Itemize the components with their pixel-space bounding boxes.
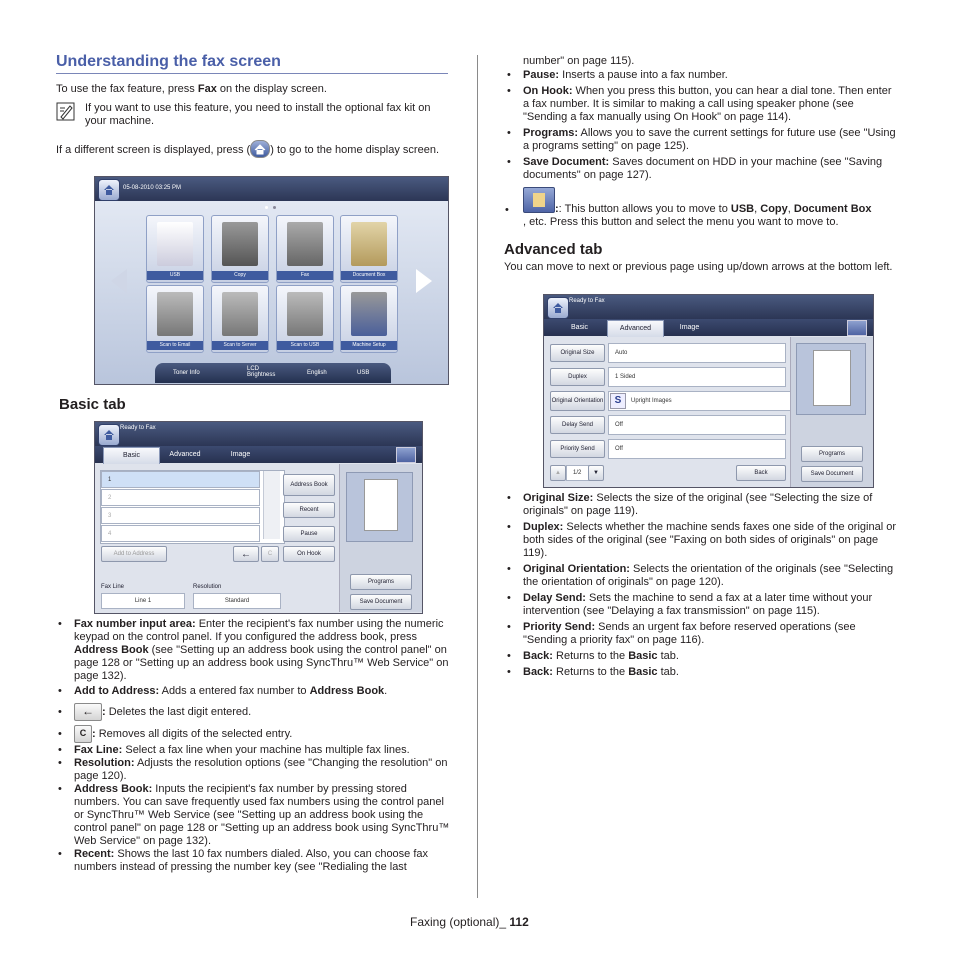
home-hint-text: If a different screen is displayed, press ( ) to go to the home display screen. bbox=[56, 141, 448, 159]
page-indicator: 1/2 bbox=[566, 465, 592, 481]
title-rule bbox=[56, 73, 448, 74]
preview-panel bbox=[346, 472, 413, 542]
save-document-button[interactable]: Save Document bbox=[350, 594, 412, 610]
tab-basic[interactable]: Basic bbox=[570, 324, 589, 331]
page-down-button[interactable]: ▼ bbox=[588, 465, 604, 481]
original-orientation-value: Upright Images bbox=[608, 391, 802, 411]
fax-number-row[interactable]: 3 bbox=[101, 507, 260, 524]
priority-send-button[interactable]: Priority Send bbox=[550, 440, 605, 458]
delay-send-value: Off bbox=[608, 415, 786, 435]
list-item: • Fax Line: Select a fax line when your machine has multiple fax lines. bbox=[56, 744, 450, 757]
back-button[interactable]: Back bbox=[736, 465, 786, 481]
pause-button[interactable]: Pause bbox=[283, 526, 335, 542]
scrollbar[interactable] bbox=[263, 471, 280, 539]
advanced-intro: You can move to next or previous page using up/down arrows at the bottom left. bbox=[504, 261, 893, 273]
column-divider bbox=[477, 55, 478, 898]
page-title: Understanding the fax screen bbox=[56, 53, 281, 70]
home-button[interactable] bbox=[98, 179, 120, 201]
duplex-button[interactable]: Duplex bbox=[550, 368, 605, 386]
usb-status[interactable]: USB bbox=[357, 370, 370, 376]
save-document-button[interactable]: Save Document bbox=[801, 466, 863, 482]
list-item: • Delay Send: Sets the machine to send a fax at a later time without your intervention (see "Delaying a fax transmission" on page 115). bbox=[505, 592, 897, 618]
preview-panel bbox=[796, 343, 866, 415]
advanced-tab-bullets bbox=[505, 492, 897, 679]
page-footer: Faxing (optional)_ 112 bbox=[410, 915, 529, 929]
prev-arrow[interactable] bbox=[111, 269, 127, 293]
tile-fax[interactable]: Fax bbox=[276, 215, 334, 283]
add-to-address-button[interactable]: Add to Address bbox=[101, 546, 167, 562]
tile-copy[interactable]: Copy bbox=[211, 215, 269, 283]
datetime: 05-08-2010 03:25 PM bbox=[123, 185, 182, 191]
original-orientation-button[interactable]: Original Orientation bbox=[550, 391, 605, 411]
tab-basic[interactable]: Basic bbox=[103, 447, 160, 464]
fax-line-selector[interactable]: Line 1 bbox=[101, 593, 185, 609]
status-text: Ready to Fax bbox=[569, 298, 605, 304]
list-item: • C : Removes all digits of the selected entry. bbox=[56, 724, 450, 744]
note-text: If you want to use this feature, you need to install the optional fax kit on your machine. bbox=[85, 102, 431, 127]
home-icon bbox=[250, 140, 270, 158]
toner-info[interactable]: Toner Info bbox=[173, 370, 200, 376]
list-item: • ← : Deletes the last digit entered. bbox=[56, 702, 450, 722]
home-button[interactable] bbox=[547, 297, 569, 319]
tile-scan-to-usb[interactable]: Scan to USB bbox=[276, 285, 334, 353]
list-item: • Original Size: Selects the size of the original (see "Selecting the size of originals" on page 119). bbox=[505, 492, 897, 518]
address-book-button[interactable]: Address Book bbox=[283, 474, 335, 496]
move-menu-icon[interactable] bbox=[396, 447, 416, 463]
move-menu-text: :: This button allows you to move to USB, Copy, Document Box bbox=[555, 203, 872, 215]
intro-text: To use the fax feature, press Fax on the display screen. bbox=[56, 83, 327, 95]
list-item: • Pause: Inserts a pause into a fax number. bbox=[505, 69, 897, 82]
original-size-button[interactable]: Original Size bbox=[550, 344, 605, 362]
backspace-button[interactable]: ← bbox=[233, 546, 259, 562]
list-item: • Resolution: Adjusts the resolution options (see "Changing the resolution" on page 120). bbox=[56, 757, 450, 783]
priority-send-value: Off bbox=[608, 439, 786, 459]
list-item: • Add to Address: Adds a entered fax number to Address Book. bbox=[56, 685, 450, 698]
tab-advanced[interactable]: Advanced bbox=[607, 320, 664, 337]
resolution-label: Resolution bbox=[193, 584, 222, 590]
basic-tab-bullets-cont bbox=[505, 69, 897, 182]
tile-usb[interactable]: USB bbox=[146, 215, 204, 283]
tile-scan-to-email[interactable]: Scan to Email bbox=[146, 285, 204, 353]
tab-advanced[interactable]: Advanced bbox=[169, 451, 201, 458]
basic-tab-bullets bbox=[56, 618, 450, 874]
advanced-tab-heading: Advanced tab bbox=[504, 241, 603, 258]
tile-document-box[interactable]: Document Box bbox=[340, 215, 398, 283]
status-text: Ready to Fax bbox=[120, 425, 156, 431]
basic-tab-heading: Basic tab bbox=[59, 396, 126, 413]
fax-line-label: Fax Line bbox=[101, 584, 125, 590]
fax-number-row[interactable]: 2 bbox=[101, 489, 260, 506]
delay-send-button[interactable]: Delay Send bbox=[550, 416, 605, 434]
resolution-selector[interactable]: Standard bbox=[193, 593, 281, 609]
clear-icon: C bbox=[74, 725, 92, 743]
on-hook-button[interactable]: On Hook bbox=[283, 546, 335, 562]
list-item: • Save Document: Saves document on HDD in your machine (see "Saving documents" on page 127). bbox=[505, 156, 897, 182]
orientation-icon: S bbox=[610, 393, 626, 409]
continued-text: number" on page 115). bbox=[523, 55, 635, 67]
list-item: • Recent: Shows the last 10 fax numbers dialed. Also, you can choose fax numbers instead of pressing the number key (see "Redialing the last bbox=[56, 848, 450, 874]
lcd-brightness[interactable]: LCD Brightness bbox=[247, 366, 276, 378]
list-item: • On Hook: When you press this button, you can hear a dial tone. Then enter a fax number. It is similar to making a call using speaker phone (see "Sending a fax manually using On Hook" on page 114). bbox=[505, 85, 897, 124]
fax-number-row[interactable]: 4 bbox=[101, 525, 260, 542]
move-menu-text-cont: , etc. Press this button and select the menu you want to move to. bbox=[523, 216, 839, 228]
backspace-icon: ← bbox=[74, 703, 102, 721]
fax-number-row[interactable]: 1 bbox=[101, 471, 260, 488]
list-item: • Priority Send: Sends an urgent fax before reserved operations (see "Sending a priority fax" on page 116). bbox=[505, 621, 897, 647]
programs-button[interactable]: Programs bbox=[801, 446, 863, 462]
move-menu-icon[interactable] bbox=[847, 320, 867, 336]
bottom-bar bbox=[155, 363, 391, 383]
home-screen-image bbox=[94, 176, 449, 385]
list-item: • Back: Returns to the Basic tab. bbox=[505, 666, 897, 679]
tile-machine-setup[interactable]: Machine Setup bbox=[340, 285, 398, 353]
page-up-button[interactable]: ▲ bbox=[550, 465, 566, 481]
list-item: • Original Orientation: Selects the orientation of the originals (see "Selecting the orientation of originals" on page 120). bbox=[505, 563, 897, 589]
recent-button[interactable]: Recent bbox=[283, 502, 335, 518]
tab-image[interactable]: Image bbox=[679, 324, 700, 331]
next-arrow[interactable] bbox=[416, 269, 432, 293]
list-item: • Duplex: Selects whether the machine sends faxes one side of the original or both sides of the original (see "Faxing on both sides of originals" on page 119). bbox=[505, 521, 897, 560]
clear-button[interactable]: C bbox=[261, 546, 279, 562]
advanced-tab-screen-image bbox=[543, 294, 874, 488]
list-item: • Address Book: Inputs the recipient's fax number by pressing stored numbers. You can save frequently used fax numbers using the control panel or SyncThru™ Web Service (see "Setting up an address book using the control panel" on page 128 or "Setting up an address book using SyncThru™ Web Service" on page 132). bbox=[56, 783, 450, 848]
basic-tab-screen-image bbox=[94, 421, 423, 614]
tab-image[interactable]: Image bbox=[230, 451, 251, 458]
programs-button[interactable]: Programs bbox=[350, 574, 412, 590]
list-item: • Back: Returns to the Basic tab. bbox=[505, 650, 897, 663]
list-item: • Fax number input area: Enter the recipient's fax number using the numeric keypad on the control panel. If you configured the address book, press Address Book (see "Setting up an address book using the control panel" on page 128 or "Setting up an address book using SyncThru™ Web Service" on page 132). bbox=[56, 618, 450, 683]
duplex-value: 1 Sided bbox=[608, 367, 786, 387]
list-item: • Programs: Allows you to save the current settings for future use (see "Using a programs setting" on page 125). bbox=[505, 127, 897, 153]
tile-scan-to-server[interactable]: Scan to Server bbox=[211, 285, 269, 353]
original-size-value: Auto bbox=[608, 343, 786, 363]
move-menu-icon bbox=[523, 187, 555, 213]
home-button[interactable] bbox=[98, 424, 120, 446]
note-icon bbox=[56, 102, 76, 122]
language[interactable]: English bbox=[307, 370, 327, 376]
